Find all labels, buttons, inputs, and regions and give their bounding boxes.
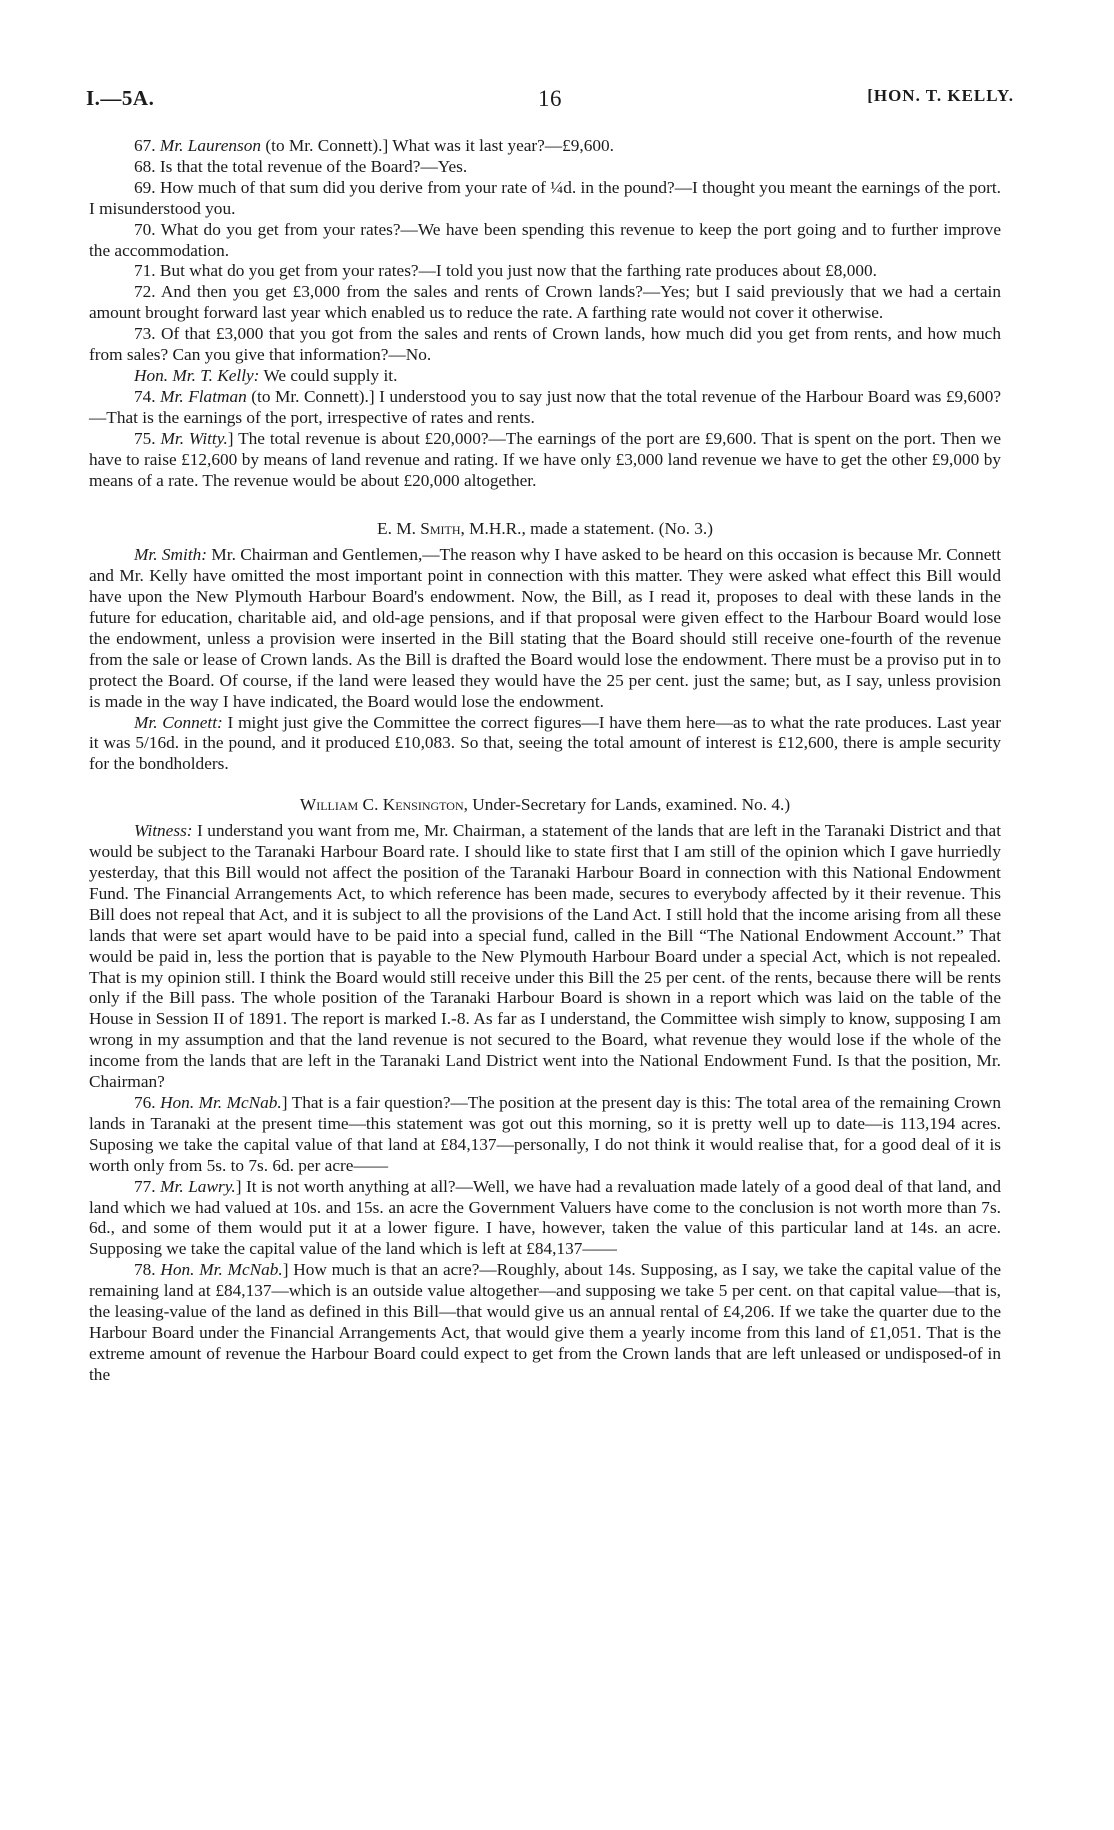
speaker-name: Hon. Mr. McNab. xyxy=(160,1092,282,1112)
paragraph: 68. Is that the total revenue of the Board?—Yes. xyxy=(134,156,468,176)
speaker-name: Hon. Mr. McNab. xyxy=(160,1260,283,1280)
paragraph: 78. Hon. Mr. McNab.] How much is that an acre?—Roughly, about 14s. Supposing, as I say, we take the capital value of the remaining land at £84,137—which is an outside value altogether—and supposing we take 5 per cent. on that capital value—that is, the leasing-value of the land as defined in this Bill—that would give us an annual rental of £4,206. If we take the quarter due to the Harbour Board under the Financial Arrangements Act, that would give them a yearly income from this land of £1,051. That is the extreme amount of revenue the Harbour Board could expect to get from the Crown lands that are left unleased or undisposed-of in the xyxy=(89,1260,1002,1384)
paragraph: 72. And then you get £3,000 from the sales and rents of Crown lands?—Yes; but I said previously that we had a certain amount brought forward last year which enabled us to reduce the rate. A farthing rate would not cover it otherwise. xyxy=(89,282,1001,323)
speaker-name: Mr. Smith: xyxy=(134,545,208,565)
page-header xyxy=(86,86,1014,118)
document-body xyxy=(89,136,1001,1386)
speaker-name: Mr. Lawry. xyxy=(160,1176,236,1196)
paragraph: 73. Of that £3,000 that you got from the sales and rents of Crown lands, how much did you get from rents, and how much from sales? Can you give that information?—No. xyxy=(89,324,1001,365)
paragraph: Witness: I understand you want from me, Mr. Chairman, a statement of the lands that are left in the Taranaki District and that would be subject to the Taranaki Harbour Board rate. I should like to state first that I am still of the opinion which I gave hurriedly yesterday, that this Bill would not affect the position of the Taranaki Harbour Board in connection with this National Endowment Fund. The Financial Arrangements Act, to which reference has been made, secures to everybody affected by it their revenue. This Bill does not repeal that Act, and it is subject to all the provisions of the Land Act. I still hold that the income arising from all these lands that were set apart would have to be paid into a special fund, called in the Bill “The National Endowment Account.” That would be paid in, less the portion that is payable to the New Plymouth Harbour Board under a special Act, which is not repealed. That is my opinion still. I think the Board would still receive under this Bill the 25 per cent. of the rents, because there will be rents only if the Bill pass. The whole position of the Taranaki Harbour Board is shown in a report which was laid on the table of the House in Session II of 1891. The report is marked I.-8. As far as I understand, the Committee wish simply to know, supposing I am wrong in my assumption and that the land revenue is not secured to the Board, what revenue they would lose if the whole of the income from the lands that are left in the Taranaki Land District went into the National Endowment Fund. Is that the position, Mr. Chairman? xyxy=(89,821,1001,1092)
speaker-name: Mr. Witty. xyxy=(160,428,228,448)
speaker-name: Hon. Mr. T. Kelly: xyxy=(134,365,260,385)
paragraph: 69. How much of that sum did you derive from your rate of ¼d. in the pound?—I thought you meant the earnings of the port. I misunderstood you. xyxy=(89,177,1001,218)
witness-name-header: [HON. T. KELLY. xyxy=(867,86,1014,105)
paragraph: 74. Mr. Flatman (to Mr. Connett).] I understood you to say just now that the total revenue of the Harbour Board was £9,600?—That is the earnings of the port, irrespective of rates and rents. xyxy=(89,386,1002,427)
speaker-name: Mr. Laurenson xyxy=(159,136,262,155)
page-number: 16 xyxy=(538,86,562,111)
paragraph: 77. Mr. Lawry.] It is not worth anything at all?—Well, we have had a revaluation made lately of a good deal of that land, and land which we had valued at 10s. and 15s. an acre the Government Valuers have come to the conclusion is not worth more than 7s. 6d., and some of them would put it at a lower figure. I have, however, taken the value of this particular land at 14s. an acre. Supposing we take the capital value of the land which is left at £84,137—— xyxy=(89,1176,1002,1259)
paragraph: 75. Mr. Witty.] The total revenue is about £20,000?—The earnings of the port are £9,600. That is spent on the port. Then we have to raise £12,600 by means of land revenue and rating. If we have only £3,000 land revenue we have to get the other £9,000 by means of a rate. The revenue would be about £20,000 altogether. xyxy=(89,428,1002,490)
paragraph: 71. But what do you get from your rates?—I told you just now that the farthing rate produces about £8,000. xyxy=(134,261,877,281)
section-heading: E. M. Smith, M.H.R., made a statement. (No. 3.) xyxy=(377,519,713,539)
paragraph: 70. What do you get from your rates?—We have been spending this revenue to keep the port going and to further improve the accommodation. xyxy=(89,219,1001,260)
section-heading: William C. Kensington, Under-Secretary for Lands, examined. No. 4.) xyxy=(299,795,791,815)
paragraph: 76. Hon. Mr. McNab.] That is a fair question?—The position at the present day is this: The total area of the remaining Crown lands in Taranaki at the present time—this statement was got out this morning, so it is pretty well up to date—is 113,194 acres. Suposing we take the capital value of that land at £84,137—personally, I do not think it would realise that, for a good deal of it is worth only from 5s. to 7s. 6d. per acre—— xyxy=(89,1092,1002,1175)
paragraph: Mr. Connett: I might just give the Committee the correct figures—I have them here—as to what the rate produces. Last year it was 5/16d. in the pound, and it produced £10,083. So that, seeing the total amount of interest is £12,600, there is ample security for the bondholders. xyxy=(89,712,1002,774)
paragraph: Mr. Smith: Mr. Chairman and Gentlemen,—The reason why I have asked to be heard on this occasion is because Mr. Connett and Mr. Kelly have omitted the most important point in connection with this matter. They were asked what effect this Bill would have upon the New Plymouth Harbour Board's endowment. Now, the Bill, as I read it, proposes to deal with these lands in the future for education, charitable aid, and old-age pensions, and if that proposal were given effect to the Harbour Board would lose the endowment, unless a provision were inserted in the Bill stating that the Board should still receive one-fourth of the revenue from the sale or lease of Crown lands. As the Bill is drafted the Board would lose the endowment. There must be a proviso put in to protect the Board. Of course, if the land were leased they would have the 25 per cent. just the same; but, as I say, unless provision is made in the way I have indicated, the Board would lose the endowment. xyxy=(89,545,1001,711)
paragraph: 67. Mr. Laurenson (to Mr. Connett).] What was it last year?—£9,600. xyxy=(134,136,614,155)
speaker-name: Mr. Connett: xyxy=(134,712,223,732)
paragraph: Hon. Mr. T. Kelly: We could supply it. xyxy=(134,365,398,385)
speaker-name: Witness: xyxy=(134,821,193,841)
paper-reference: I.—5A. xyxy=(86,86,155,110)
speaker-name: Mr. Flatman xyxy=(160,386,247,406)
